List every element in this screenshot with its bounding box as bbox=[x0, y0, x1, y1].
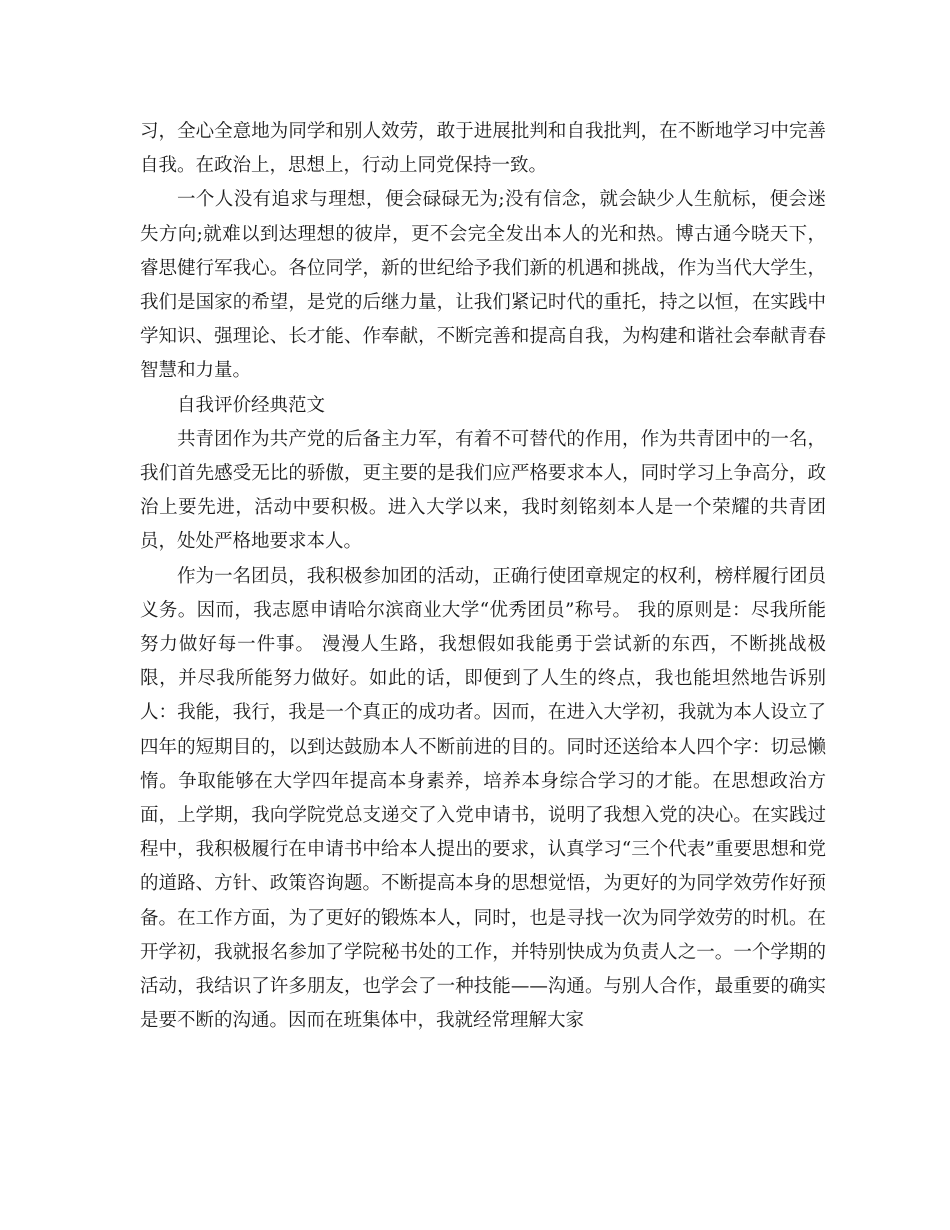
paragraph-ideals: 一个人没有追求与理想，便会碌碌无为;没有信念，就会缺少人生航标，便会迷失方向;就难以到达理想的彼岸，更不会完全发出本人的光和热。博古通今晓天下，睿思健行军我心。各位同学，新的世纪给予我们新的机遇和挑战，作为当代大学生，我们是国家的希望，是党的后继力量，让我们紧记时代的重托，持之以恒，在实践中学知识、强理论、长才能、作奉献，不断完善和提高自我，为构建和谐社会奉献青春智慧和力量。 bbox=[140, 189, 826, 382]
section-heading: 自我评价经典范文 bbox=[177, 394, 326, 416]
document-body bbox=[140, 115, 826, 1038]
paragraph-youth-league: 共青团作为共产党的后备主力军，有着不可替代的作用，作为共青团中的一名，我们首先感受无比的骄傲，更主要的是我们应严格要求本人，同时学习上争高分，政治上要先进，活动中要积极。进入大学以来，我时刻铭刻本人是一个荣耀的共青团员，处处严格地要求本人。 bbox=[140, 428, 826, 553]
paragraph-continuation: 习，全心全意地为同学和别人效劳，敢于进展批判和自我批判，在不断地学习中完善自我。在政治上，思想上，行动上同党保持一致。 bbox=[140, 121, 826, 177]
paragraph-league-member: 作为一名团员，我积极参加团的活动，正确行使团章规定的权利，榜样履行团员义务。因而，我志愿申请哈尔滨商业大学“优秀团员”称号。 我的原则是：尽我所能努力做好每一件事。 漫漫人生路，我想假如我能勇于尝试新的东西，不断挑战极限，并尽我所能努力做好。如此的话，即便到了人生的终点，我也能坦然地告诉别人：我能，我行，我是一个真正的成功者。因而，在进入大学初，我就为本人设立了四年的短期目的，以到达鼓励本人不断前进的目的。同时还送给本人四个字：切忌懒惰。争取能够在大学四年提高本身素养，培养本身综合学习的才能。在思想政治方面，上学期，我向学院党总支递交了入党申请书，说明了我想入党的决心。在实践过程中，我积极履行在申请书中给本人提出的要求，认真学习“三个代表”重要思想和党的道路、方针、政策咨询题。不断提高本身的思想觉悟，为更好的为同学效劳作好预备。在工作方面，为了更好的锻炼本人，同时，也是寻找一次为同学效劳的时机。在开学初，我就报名参加了学院秘书处的工作，并特别快成为负责人之一。一个学期的活动，我结识了许多朋友，也学会了一种技能——沟通。与别人合作，最重要的确实是要不断的沟通。因而在班集体中，我就经常理解大家 bbox=[140, 565, 826, 1032]
